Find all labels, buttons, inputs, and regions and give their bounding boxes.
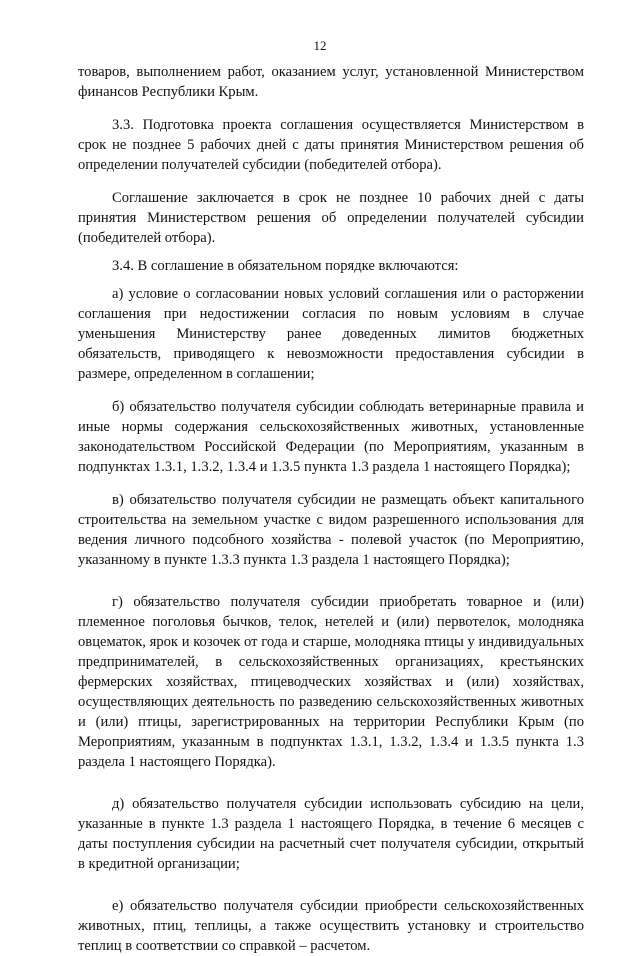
paragraph-item-b: б) обязательство получателя субсидии соблюдать ветеринарные правила и иные нормы содержания сельскохозяйственных животных, установленные законодательством Российской Федерации (по Мероприятиям, указанным в подпунктах 1.3.1, 1.3.2, 1.3.4 и 1.3.5 пункта 1.3 раздела 1 настоящего Порядка); [78, 399, 584, 475]
paragraph-item-d: д) обязательство получателя субсидии использовать субсидию на цели, указанные в пункте 1.3 раздела 1 настоящего Порядка, в течение 6 месяцев с даты поступления субсидии на расчетный счет получателя субсидии, открытый в кредитной организации; [78, 796, 584, 872]
paragraph-item-v: в) обязательство получателя субсидии не размещать объект капитального строительства на земельном участке с видом разрешенного использования для ведения личного подсобного хозяйства - полевой участок (по Мероприятию, указанному в пункте 1.3.3 пункта 1.3 раздела 1 настоящего Порядка); [78, 492, 584, 568]
page-number: 12 [313, 38, 327, 53]
paragraph-3-3: 3.3. Подготовка проекта соглашения осуществляется Министерством в срок не позднее 5 рабочих дней с даты принятия Министерством решения об определении получателей субсидии (победителей отбора). [78, 117, 584, 173]
paragraph-item-a: а) условие о согласовании новых условий соглашения или о расторжении соглашения при недостижении согласия по новым условиям в случае уменьшения Министерству ранее доведенных лимитов бюджетных обязательств, приводящего к невозможности предоставления субсидии в размере, определенном в соглашении; [78, 286, 584, 382]
paragraph-agreement-term: Соглашение заключается в срок не позднее 10 рабочих дней с даты принятия Министерством решения об определении получателей субсидии (победителей отбора). [78, 190, 584, 246]
paragraph-continuation: товаров, выполнением работ, оказанием услуг, установленной Министерством финансов Республики Крым. [78, 64, 584, 100]
paragraph-item-g: г) обязательство получателя субсидии приобретать товарное и (или) племенное поголовья бычков, телок, нетелей и (или) первотелок, молодняка овцематок, ярок и козочек от года и старше, молодняка птицы у индивидуальных предпринимателей, в сельскохозяйственных организациях, крестьянских фермерских хозяйствах, птицеводческих хозяйствах и (или) хозяйствах, осуществляющих деятельность по разведению сельскохозяйственных животных и (или) птицы, зарегистрированных на территории Республики Крым (по Мероприятиям, указанным в подпунктах 1.3.1, 1.3.2, 1.3.4 и 1.3.5 пункта 1.3 раздела 1 настоящего Порядка). [78, 594, 584, 770]
paragraph-item-e: е) обязательство получателя субсидии приобрести сельскохозяйственных животных, птиц, теплицы, а также осуществить установку и строительство теплиц в соответствии со справкой – расчетом. [78, 898, 584, 954]
paragraph-3-4: 3.4. В соглашение в обязательном порядке включаются: [112, 258, 459, 274]
document-body [78, 62, 584, 956]
